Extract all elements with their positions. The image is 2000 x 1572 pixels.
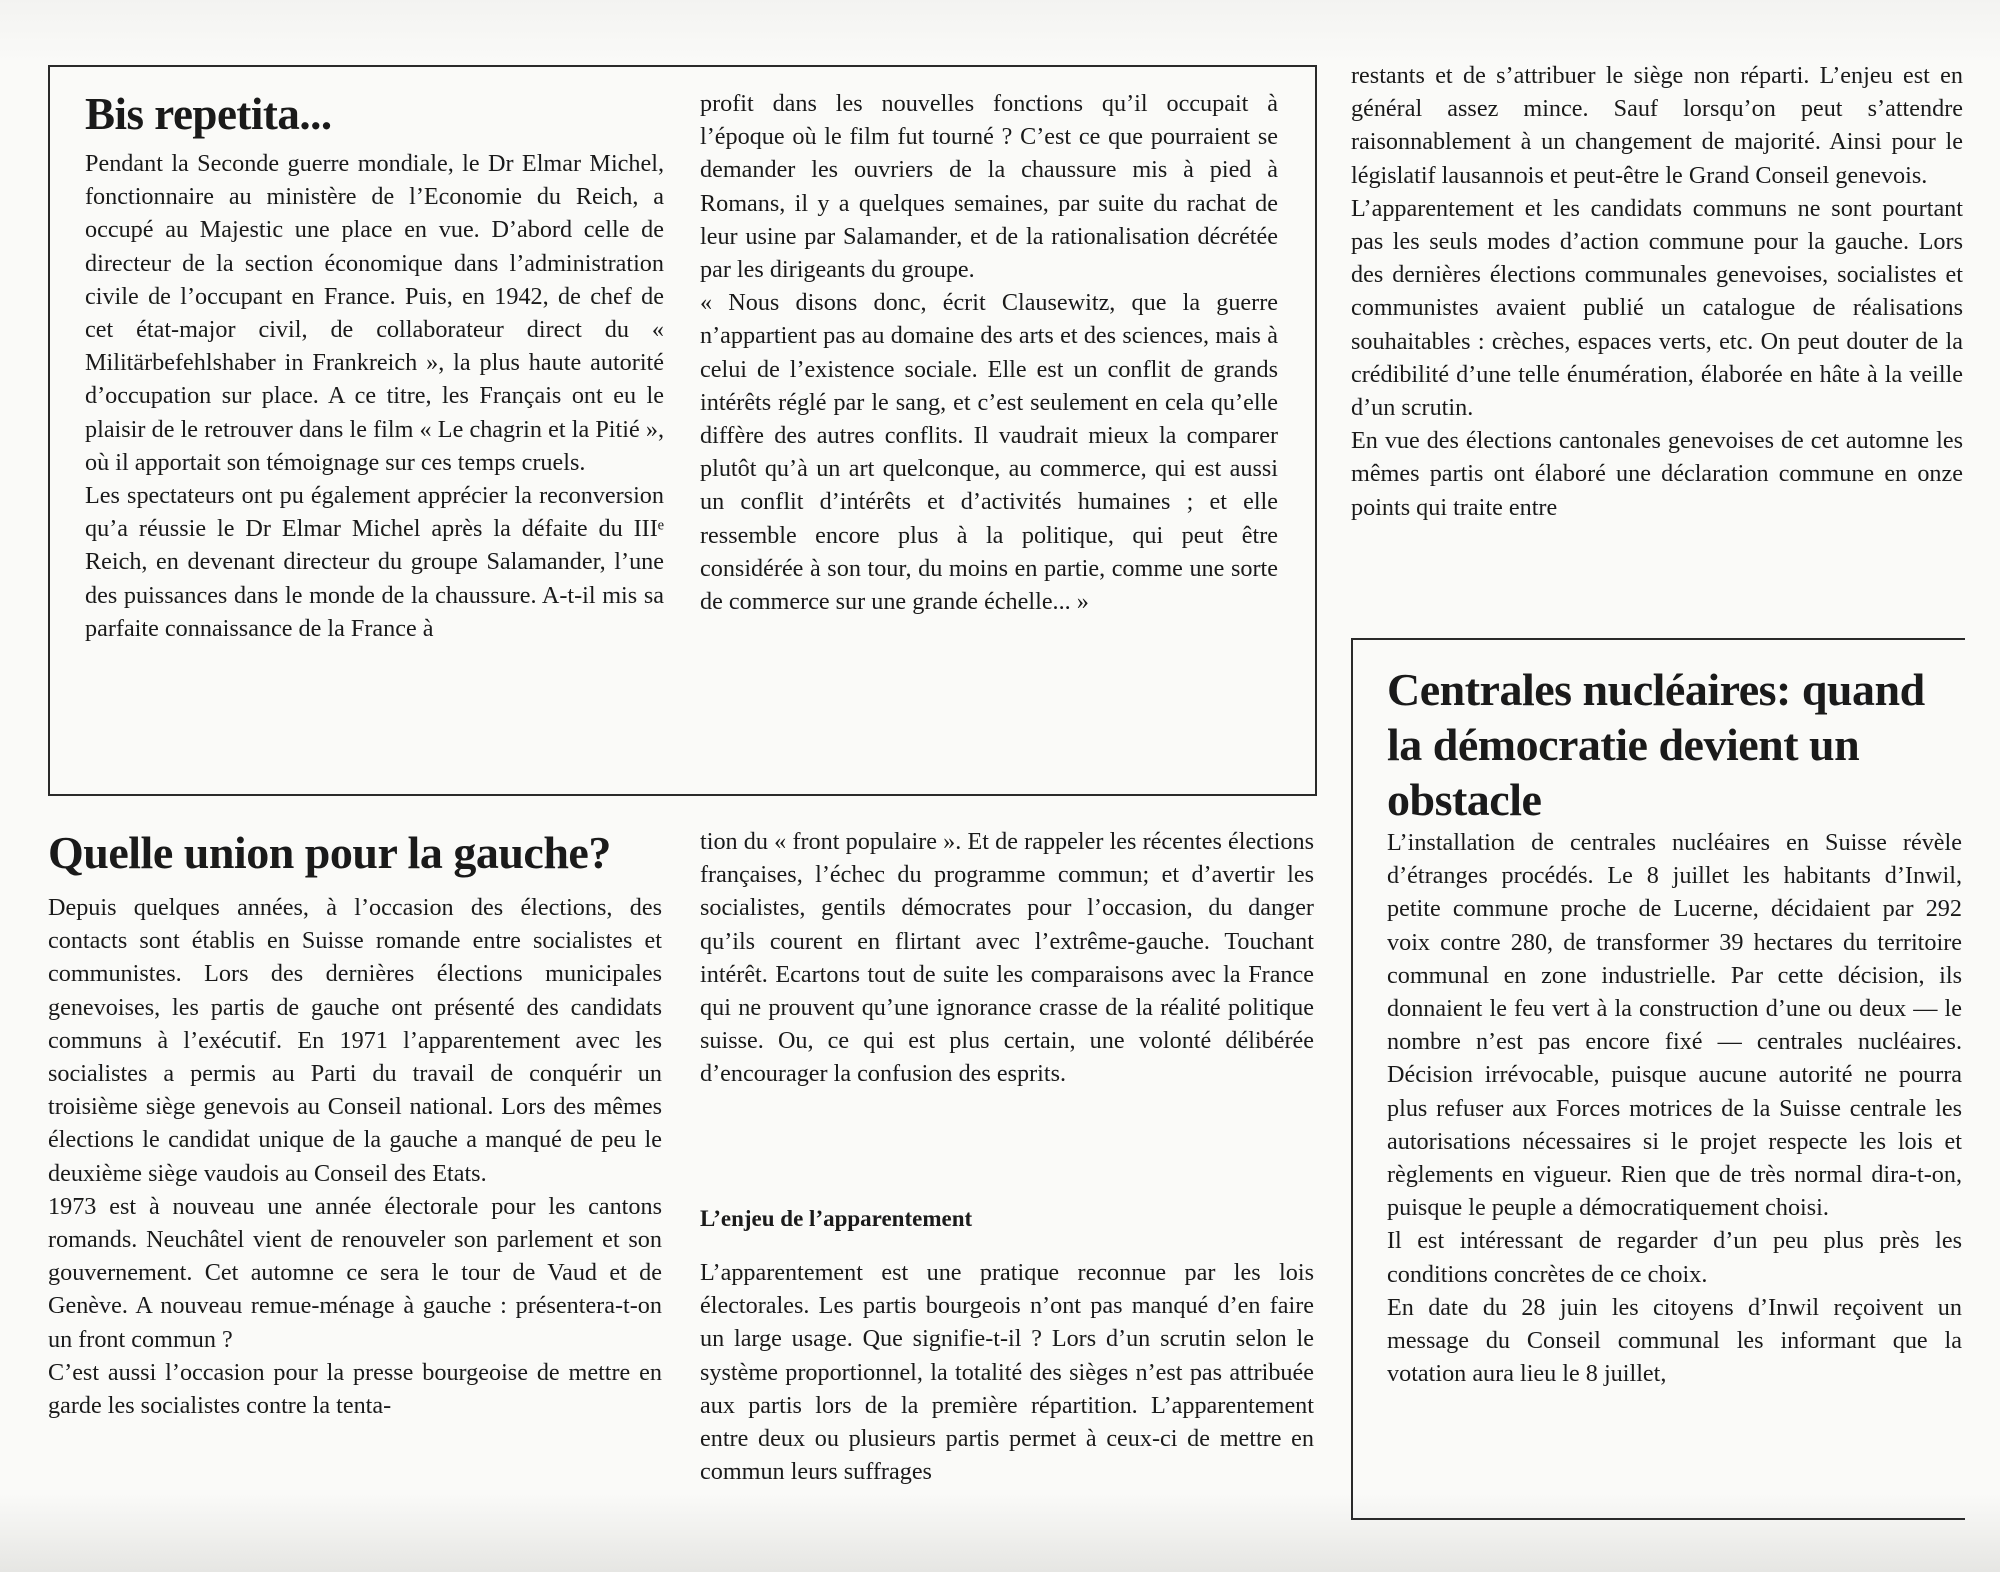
paragraph: L’apparentement et les candidats communs ne sont pourtant pas les seuls modes d’action commune pour la gauche. Lors des dernières élections communales genevoises, socialistes et communistes avaient publié un catalogue de réalisations souhaitables : crèches, espaces verts, etc. On peut douter de la crédibilité d’une telle énumération, élaborée en hâte à la veille d’un scrutin. <box>1351 194 1963 422</box>
article-column-gauche-2b <box>700 1256 1314 1488</box>
paragraph: L’installation de centrales nucléaires en Suisse révèle d’étranges procédés. Le 8 juillet les habitants d’Inwil, petite commune proche de Lucerne, décidaient par 292 voix contre 280, de transformer 39 hectares du territoire communal en zone industrielle. Par cette décision, ils donnaient le feu vert à la construction d’une ou deux — le nombre n’est pas encore fixé — centrales nucléaires. Décision irrévocable, puisque aucune autorité ne pourra plus refuser aux Forces motrices de la Suisse centrale les autorisations nécessaires si le projet respecte les lois et règlements en vigueur. Rien que de très normal dira-t-on, puisque le peuple a démocratiquement choisi. <box>1387 829 1962 1222</box>
paragraph: 1973 est à nouveau une année électorale pour les cantons romands. Neuchâtel vient de renouveler son parlement et son gouvernement. Cet automne ce sera le tour de Vaud et de Genève. A nouveau remue-ménage à gauche : présentera-t-on un front commun ? <box>48 1192 662 1353</box>
paragraph: tion du « front populaire ». Et de rappeler les récentes élections françaises, l’échec du programme commun; et d’avertir les socialistes, gentils démocrates pour l’occasion, du danger qu’ils courent en flirtant avec l’extrême-gauche. Touchant intérêt. Ecartons tout de suite les comparaisons avec la France qui ne prouvent qu’une ignorance crasse de la réalité politique suisse. Ou, ce qui est plus certain, une volonté délibérée d’encourager la confusion des esprits. <box>700 828 1314 1088</box>
paragraph: En date du 28 juin les citoyens d’Inwil reçoivent un message du Conseil communal les informant que la votation aura lieu le 8 juillet, <box>1387 1293 1962 1388</box>
article-column-gauche-1 <box>48 891 662 1422</box>
paragraph: « Nous disons donc, écrit Clausewitz, que la guerre n’appartient pas au domaine des arts et des sciences, mais à celui de l’existence sociale. Elle est un conflit de grands intérêts réglé par le sang, et c’est seulement en cela qu’elle diffère des autres conflits. Il vaudrait mieux la comparer plutôt qu’à un art quelconque, au commerce, qui est aussi un conflit d’intérêts et d’activités humaines ; et elle ressemble encore plus à la politique, qui peut être considérée à son tour, du moins en partie, comme une sorte de commerce sur une grande échelle... » <box>700 289 1278 616</box>
article-column-gauche-3 <box>1351 59 1963 524</box>
paragraph: L’apparentement est une pratique reconnue par les lois électorales. Les partis bourgeois n’ont pas manqué d’en faire un large usage. Que signifie-t-il ? Lors d’un scrutin selon le système proportionnel, la totalité des sièges n’est pas attribuée aux partis lors de la première répartition. L’apparentement entre deux ou plusieurs partis permet à ceux-ci de mettre en commun leurs suffrages <box>700 1259 1314 1486</box>
paragraph: restants et de s’attribuer le siège non réparti. L’enjeu est en général assez mince. Sauf lorsqu’on peut s’attendre raisonnablement à un changement de majorité. Ainsi pour le législatif lausannois et peut-être le Grand Conseil genevois. <box>1351 62 1963 189</box>
article-column-gauche-2 <box>700 825 1314 1091</box>
paragraph: Il est intéressant de regarder d’un peu plus près les conditions concrètes de ce choix. <box>1387 1227 1962 1288</box>
paragraph: Depuis quelques années, à l’occasion des élections, des contacts sont établis en Suisse romande entre socialistes et communistes. Lors des dernières élections municipales genevoises, les partis de gauche ont présenté des candidats communs à l’exécutif. En 1971 l’apparentement avec les socialistes a permis au Parti du travail de conquérir un troisième siège genevois au Conseil national. Lors des mêmes élections le candidat unique de la gauche a manqué de peu le deuxième siège vaudois au Conseil des Etats. <box>48 894 662 1187</box>
paragraph: C’est aussi l’occasion pour la presse bourgeoise de mettre en garde les socialistes contre la tenta- <box>48 1358 662 1420</box>
article-column-bis-1 <box>85 147 664 645</box>
article-column-bis-2 <box>700 87 1278 618</box>
article-title-quelle-union: Quelle union pour la gauche? <box>48 827 611 878</box>
paragraph: Pendant la Seconde guerre mondiale, le Dr Elmar Michel, fonctionnaire au ministère de l’Economie du Reich, a occupé au Majestic une place en vue. D’abord celle de directeur de la section économique dans l’administration civile de l’occupant en France. Puis, en 1942, de chef de cet état-major civil, de collaborateur direct du « Militärbefehlshaber in Frankreich », la plus haute autorité d’occupation sur place. A ce titre, les Français ont eu le plaisir de le retrouver dans le film « Le chagrin et la Pitié », où il apportait son témoignage sur ces temps cruels. <box>85 150 664 476</box>
paragraph: profit dans les nouvelles fonctions qu’il occupait à l’époque où le film fut tourné ? C’est ce que pourraient se demander les ouvriers de la chaussure mis à pied à Romans, il y a quelques semaines, par suite du rachat de leur usine par Salamander, et de la rationalisation décrétée par les dirigeants du groupe. <box>700 90 1278 284</box>
subheading-enjeu: L’enjeu de l’apparentement <box>700 1206 973 1231</box>
article-column-centrales <box>1387 826 1962 1390</box>
article-title-centrales: Centrales nucléaires: quand la démocratie devient un obstacle <box>1387 664 1925 825</box>
article-title-bis-repetita: Bis repetita... <box>85 89 332 139</box>
paragraph: En vue des élections cantonales genevoises de cet automne les mêmes partis ont élaboré une déclaration commune en onze points qui traite entre <box>1351 427 1963 521</box>
paragraph: Les spectateurs ont pu également apprécier la reconversion qu’a réussie le Dr Elmar Michel après la défaite du IIIᵉ Reich, en devenant directeur du groupe Salamander, l’une des puissances dans le monde de la chaussure. A-t-il mis sa parfaite connaissance de la France à <box>85 482 664 642</box>
